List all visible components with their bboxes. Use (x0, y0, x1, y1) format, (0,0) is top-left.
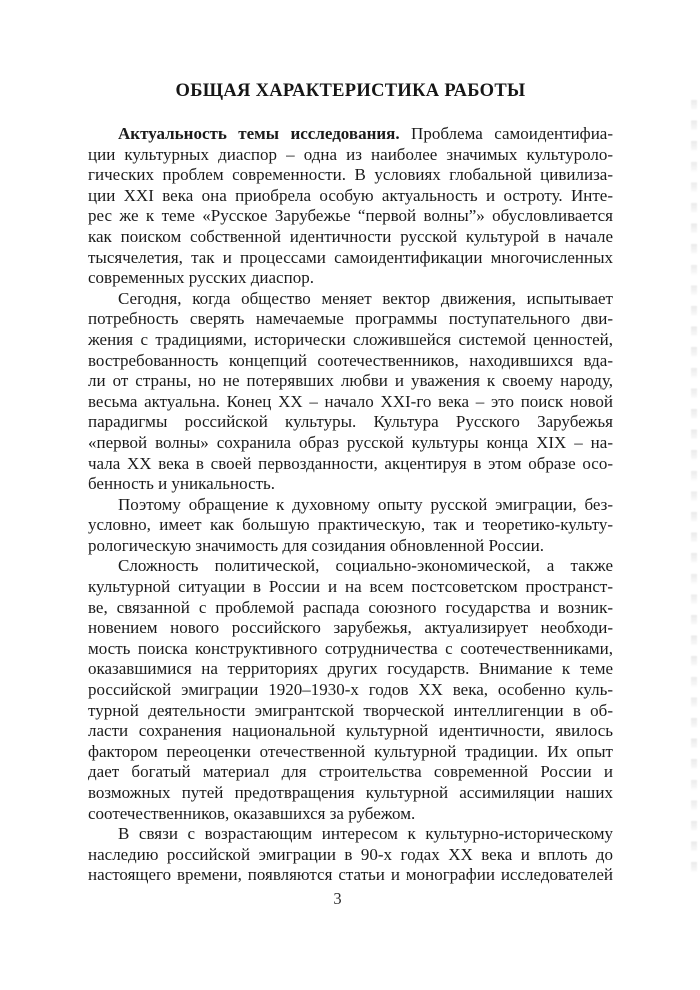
text-line: востребованность концепций соотечественников, находившихся вда- (88, 350, 613, 370)
text-line: Сегодня, когда общество меняет вектор движения, испытывает (118, 288, 613, 308)
text-line: гических проблем современности. В условиях глобальной цивилиза- (88, 165, 613, 185)
page-number: 3 (333, 889, 342, 908)
text-line: ве, связанной с проблемой распада союзного государства и возник- (88, 597, 613, 617)
text-line: тысячелетия, так и процессами самоидентификации многочисленных (88, 247, 613, 267)
text-line: турной деятельности эмигрантской творческой интеллигенции в об- (88, 700, 613, 720)
text-line: дает богатый материал для строительства современной России и (88, 762, 613, 782)
text-line: Сложность политической, социально-экономической, а также (118, 556, 613, 576)
text-line: жения с традициями, исторически сложившейся системой ценностей, (88, 329, 613, 349)
text-line: условно, имеет как большую практическую, так и теоретико-культу- (88, 515, 613, 535)
text-line: культурной ситуации в России и на всем постсоветском пространст- (88, 577, 613, 597)
text-line: как поиском собственной идентичности русской культурой в начале (88, 226, 613, 246)
text-line: мость поиска конструктивного сотрудничества с соотечественниками, (88, 638, 613, 658)
text-line: ласти сохранения национальной культурной идентичности, явилось (88, 721, 613, 741)
text-line: парадигмы российской культуры. Культура Русского Зарубежья (88, 412, 613, 432)
text-line: соотечественников, оказавшихся за рубежом. (88, 803, 416, 823)
text-line: современных русских диаспор. (88, 268, 314, 288)
text-line: наследию российской эмиграции в 90-х годах XX века и вплоть до (88, 844, 613, 864)
text-line: новением нового российского зарубежья, актуализирует необходи- (88, 618, 613, 638)
scan-artifacts (691, 100, 697, 880)
text-line: рес же к теме «Русское Зарубежье “первой волны”» обусловливается (88, 206, 613, 226)
text-line: потребность сверять намечаемые программы поступательного дви- (88, 309, 613, 329)
text-line: В связи с возрастающим интересом к культурно-историческому (118, 824, 613, 844)
text-line: ции XXI века она приобрела особую актуальность и остроту. Инте- (88, 185, 613, 205)
text-line: настоящего времени, появляются статьи и монографии исследователей (88, 865, 613, 885)
text-line: «первой волны» сохранила образ русской культуры конца XIX – на- (88, 432, 613, 452)
text-line: чала XX века в своей первозданности, акцентируя в этом образе осо- (88, 453, 613, 473)
text-line: Актуальность темы исследования. Проблема самоидентифиа- (118, 124, 614, 143)
text-line: возможных путей предотвращения культурной ассимиляции наших (88, 783, 613, 802)
text-line: фактором переоценки отечественной культурной традиции. Их опыт (88, 741, 613, 761)
text-line: оказавшимися на территориях других государств. Внимание к теме (88, 659, 613, 679)
text-line: Поэтому обращение к духовному опыту русской эмиграции, без- (118, 494, 613, 514)
text-line: весьма актуальна. Конец XX – начало XXI-го века – это поиск новой (88, 391, 613, 411)
document-title: ОБЩАЯ ХАРАКТЕРИСТИКА РАБОТЫ (175, 81, 526, 101)
text-body (88, 124, 613, 886)
bold-lead-text: Актуальность темы исследования. (118, 124, 400, 143)
text-line: российской эмиграции 1920–1930-х годов XX века, особенно куль- (88, 680, 613, 700)
text-line: рологическую значимость для созидания обновленной России. (88, 535, 544, 555)
text-line: ли от страны, но не потерявших любви и уважения к своему народу, (88, 371, 613, 391)
text-line: ции культурных диаспор – одна из наиболее значимых культуроло- (88, 144, 613, 164)
text-line: бенность и уникальность. (88, 474, 276, 494)
